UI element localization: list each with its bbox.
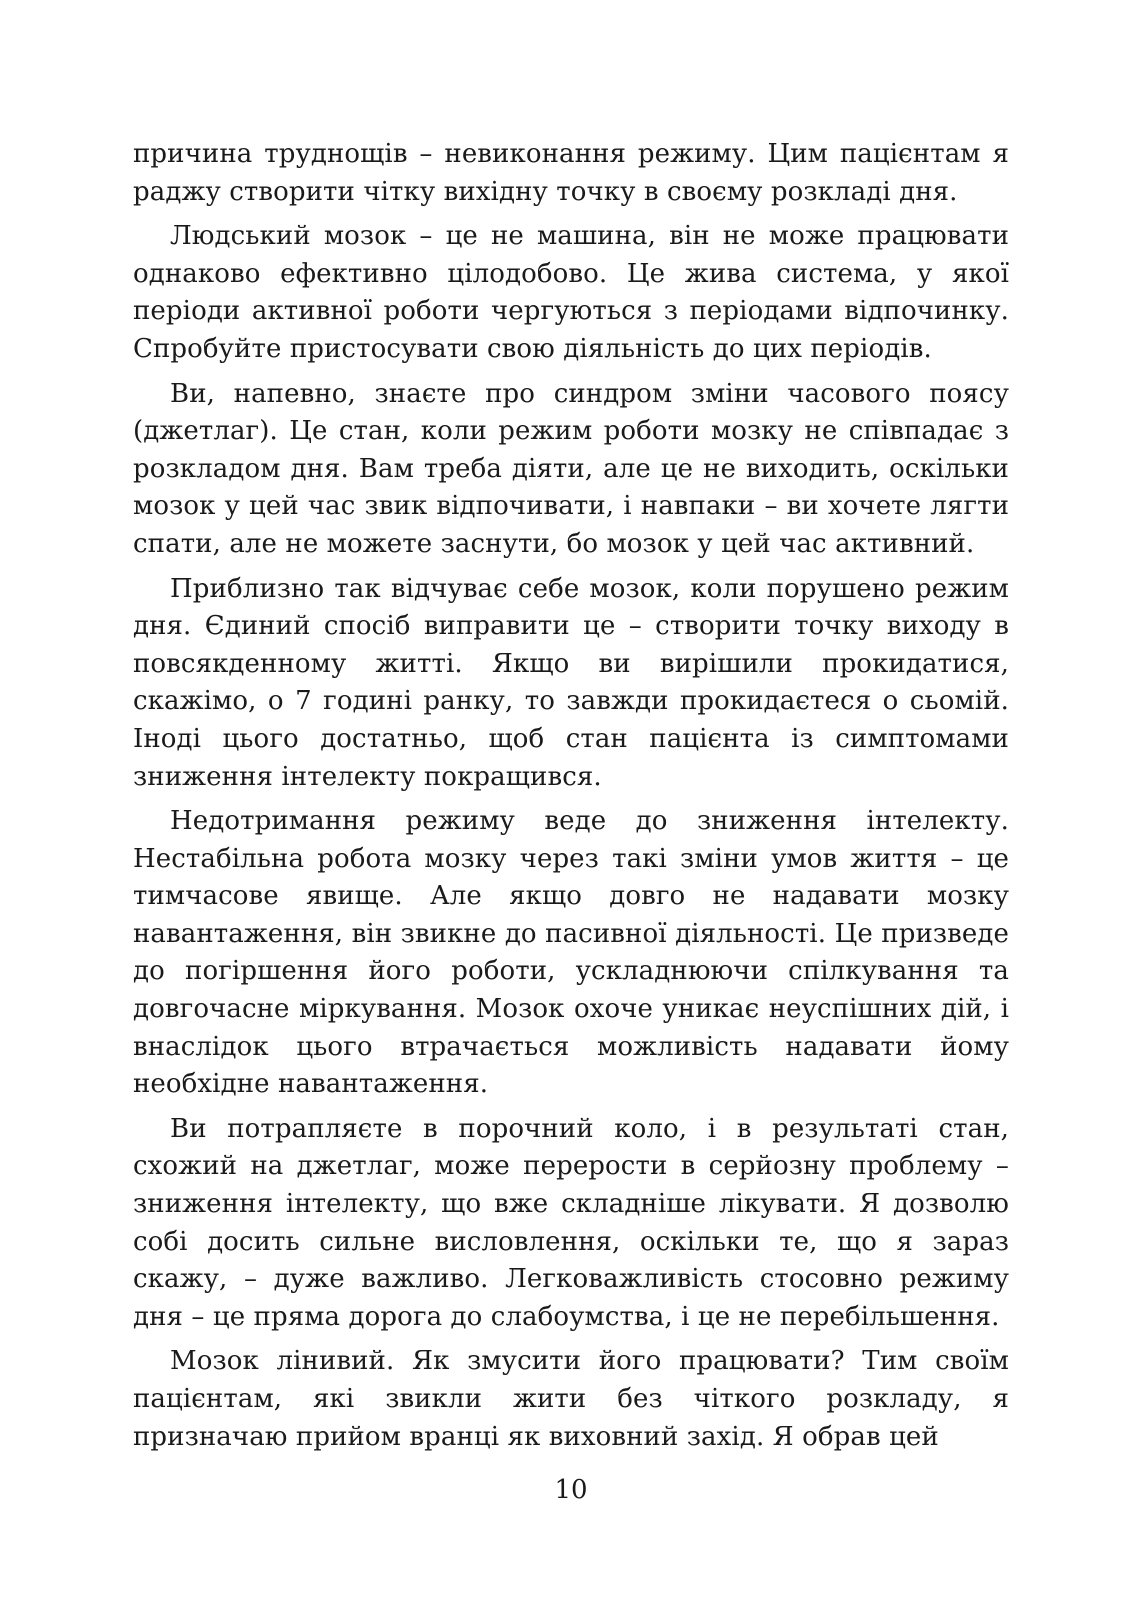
page-number: 10 (554, 1475, 588, 1505)
body-text (133, 136, 1009, 1456)
paragraph: Приблизно так відчуває себе мозок, коли порушено режим дня. Єдиний спосіб виправити це – створити точку виходу в повсякденному житті. Якщо ви вирішили прокидатися, скажімо, о 7 годині ранку, то завжди прокидаєтеся о сьомій. Іноді цього достатньо, щоб стан пацієнта із симптомами зниження інтелекту покращився. (133, 573, 1009, 792)
paragraph: Недотримання режиму веде до зниження інтелекту. Нестабільна робота мозку через такі зміни умов життя – це тимчасове явище. Але якщо довго не надавати мозку навантаження, він звикне до пасивної діяльності. Це призведе до погіршення його роботи, ускладнюючи спілкування та довгочасне міркування. Мозок охоче уникає неуспішних дій, і внаслідок цього втрачається можливість надавати йому необхідне навантаження. (133, 806, 1009, 1100)
paragraph: Ви потрапляєте в порочний коло, і в результаті стан, схожий на джетлаг, може перерости в серйозну проблему – зниження інтелекту, що вже складніше лікувати. Я дозволю собі досить сильне висловлення, оскільки те, що я зараз скажу, – дуже важливо. Легковажливість стосовно режиму дня – це пряма дорога до слабоумства, і це не перебільшення. (133, 1113, 1009, 1332)
paragraph: Мозок лінивий. Як змусити його працювати? Тим своїм пацієнтам, які звикли жити без чіткого розкладу, я призначаю прийом вранці як виховний захід. Я обрав цей (133, 1346, 1009, 1452)
paragraph: Людський мозок – це не машина, він не може працювати однаково ефективно цілодобово. Це жива система, у якої періоди активної роботи чергуються з періодами відпочинку. Спробуйте пристосувати свою діяльність до цих періодів. (133, 221, 1009, 364)
paragraph-continued: причина труднощів – невиконання режиму. Цим пацієнтам я раджу створити чітку вихідну точку в своєму розкладі дня. (133, 139, 1009, 207)
paragraph: Ви, напевно, знаєте про синдром зміни часового поясу (джетлаг). Це стан, коли режим роботи мозку не співпадає з розкладом дня. Вам треба діяти, але це не виходить, оскільки мозок у цей час звик відпочивати, і навпаки – ви хочете лягти спати, але не можете заснути, бо мозок у цей час активний. (133, 378, 1009, 559)
